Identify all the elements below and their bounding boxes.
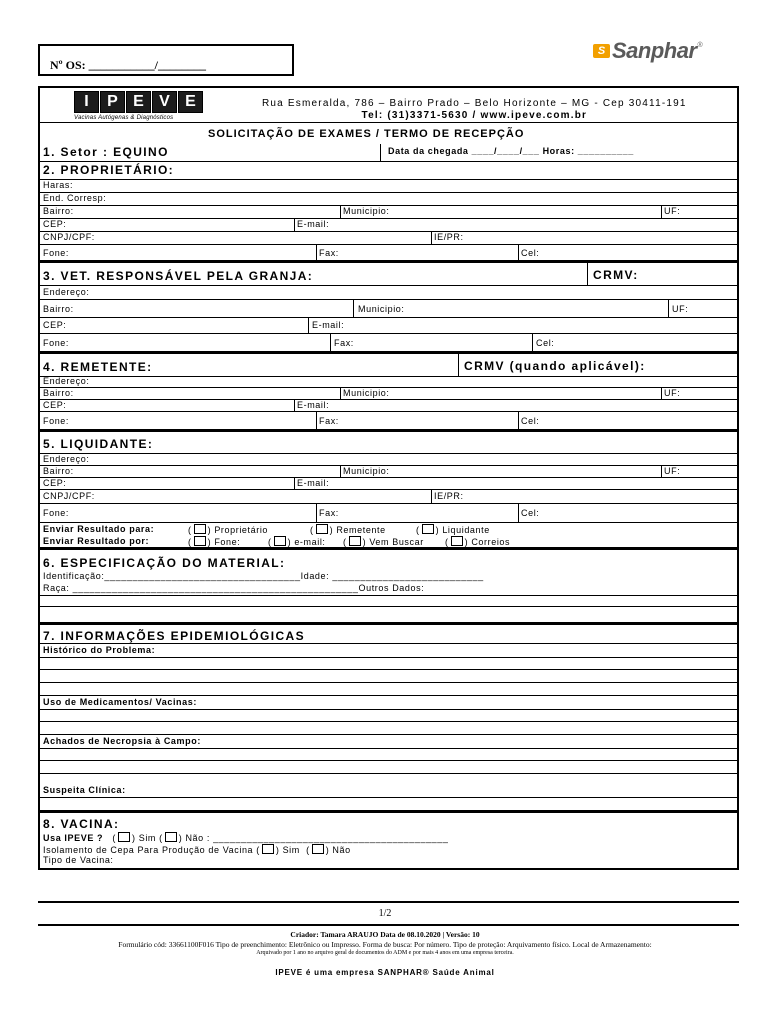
divider — [40, 657, 737, 658]
divider — [661, 387, 662, 399]
divider — [40, 682, 737, 683]
nao-line-field[interactable]: __________________________________________ — [213, 833, 449, 843]
divider — [40, 595, 737, 596]
usa-ipeve-row: Usa IPEVE ? ( ) Sim ( ) Não : __________________________________________ — [43, 833, 449, 843]
achados-label: Achados de Necropsia à Campo: — [43, 736, 201, 746]
option-label: Fone: — [214, 537, 241, 547]
form-info: Formulário cód: 33661100F016 Tipo de preenchimento: Eletrônico ou Impresso. Forma de busca: Por número. Tipo de proteção: Arquivamento físico. Local de Armazenamento: — [118, 940, 652, 949]
divider — [316, 411, 317, 429]
option-vem-buscar[interactable]: ( ) Vem Buscar — [343, 537, 424, 547]
form-title: SOLICITAÇÃO DE EXAMES / TERMO DE RECEPÇÃO — [208, 128, 525, 140]
divider — [40, 773, 737, 774]
page-number: 1/2 — [378, 908, 392, 919]
uf-field[interactable]: UF: — [664, 388, 681, 398]
divider — [431, 489, 432, 503]
divider — [40, 192, 737, 193]
divider — [40, 669, 737, 670]
logo-letter: E — [126, 91, 151, 113]
option-label: Liquidante — [442, 525, 490, 535]
logo-letter: I — [74, 91, 99, 113]
divider — [40, 547, 737, 550]
divider — [40, 748, 737, 749]
checkbox-icon[interactable] — [312, 844, 324, 854]
fax-field[interactable]: Fax: — [334, 338, 354, 348]
crmv-field[interactable]: CRMV (quando aplicável): — [464, 359, 646, 373]
divider — [40, 429, 737, 432]
logo-letter: E — [178, 91, 203, 113]
cel-field[interactable]: Cel: — [521, 508, 540, 518]
divider — [518, 503, 519, 522]
divider — [40, 260, 737, 263]
logo-letter: V — [152, 91, 177, 113]
option-proprietario[interactable]: ( ) Proprietário — [188, 525, 269, 535]
checkbox-icon[interactable] — [274, 536, 286, 546]
section-5-title: 5. LIQUIDANTE: — [43, 437, 154, 451]
contact: Tel: (31)3371-5630 / www.ipeve.com.br — [361, 110, 588, 121]
option-label: Correios — [471, 537, 511, 547]
uso-label: Uso de Medicamentos/ Vacinas: — [43, 697, 197, 707]
divider — [40, 179, 737, 180]
divider — [294, 399, 295, 411]
fone-field[interactable]: Fone: — [43, 248, 70, 258]
email-field[interactable]: E-mail: — [297, 478, 330, 488]
divider — [40, 810, 737, 813]
address-block — [262, 98, 687, 122]
raca-field[interactable]: Raça: ___________________________________________________Outros Dados: — [43, 583, 425, 593]
section-1-title: 1. Setor : EQUINO — [43, 145, 169, 159]
divider — [458, 354, 459, 376]
section-3-title: 3. VET. RESPONSÁVEL PELA GRANJA: — [43, 269, 314, 283]
section-4-title: 4. REMETENTE: — [43, 360, 153, 374]
divider — [431, 231, 432, 244]
section-6-title: 6. ESPECIFICAÇÃO DO MATERIAL: — [43, 556, 286, 570]
endereco-field[interactable]: Endereço: — [43, 287, 90, 297]
creator-info: Criador: Tamara ARAUJO Data de 08.10.2020 | Versão: 10 — [290, 930, 480, 939]
cel-field[interactable]: Cel: — [536, 338, 555, 348]
divider — [40, 606, 737, 607]
section-7-title: 7. INFORMAÇÕES EPIDEMIOLÓGICAS — [43, 629, 306, 643]
option-email[interactable]: ( ) e-mail: — [268, 537, 326, 547]
divider — [668, 299, 669, 317]
divider — [40, 797, 737, 798]
archive-info: Arquivado por 1 ano no arquivo geral de documentos do ADM e por mais 4 anos em uma empresa terceira. — [256, 950, 514, 956]
option-remetente[interactable]: ( ) Remetente — [310, 525, 386, 535]
ie-field[interactable]: IE/PR: — [434, 491, 464, 501]
bairro-field[interactable]: Bairro: — [43, 206, 74, 216]
divider — [587, 263, 588, 285]
os-label: Nº OS: ___________/________ — [50, 58, 206, 72]
request-form — [38, 86, 739, 870]
divider — [40, 522, 737, 523]
divider — [294, 477, 295, 489]
address: Rua Esmeralda, 786 – Bairro Prado – Belo Horizonte – MG - Cep 30411-191 — [262, 98, 687, 109]
checkbox-icon[interactable] — [316, 524, 328, 534]
email-field[interactable]: E-mail: — [297, 400, 330, 410]
suspeita-label: Suspeita Clínica: — [43, 785, 126, 795]
option-label: Vem Buscar — [369, 537, 424, 547]
divider — [40, 411, 737, 412]
email-field[interactable]: E-mail: — [297, 219, 330, 229]
municipio-field[interactable]: Municipio: — [343, 466, 390, 476]
divider — [518, 411, 519, 429]
divider — [340, 387, 341, 399]
option-correios[interactable]: ( ) Correios — [445, 537, 511, 547]
divider — [518, 244, 519, 260]
divider — [661, 205, 662, 218]
divider — [40, 399, 737, 400]
divider — [40, 489, 737, 490]
company-info: IPEVE é uma empresa SANPHAR® Saúde Animal — [275, 968, 495, 977]
divider — [40, 709, 737, 710]
divider — [40, 244, 737, 245]
bairro-field[interactable]: Bairro: — [43, 466, 74, 476]
ie-field[interactable]: IE/PR: — [434, 232, 464, 242]
divider — [40, 643, 737, 644]
divider — [40, 760, 737, 761]
divider — [40, 122, 737, 123]
sim-label: Sim — [138, 833, 157, 843]
divider — [294, 218, 295, 231]
send-to-label: Enviar Resultado para: — [43, 524, 155, 534]
arrival-field[interactable]: Data da chegada ____/____/___ Horas: __________ — [388, 146, 634, 156]
logo-letter: P — [100, 91, 125, 113]
checkbox-icon[interactable] — [118, 832, 130, 842]
email-field[interactable]: E-mail: — [312, 320, 345, 330]
cnpj-field[interactable]: CNPJ/CPF: — [43, 491, 95, 501]
usa-label: Usa IPEVE ? — [43, 833, 104, 843]
divider — [40, 285, 737, 286]
end-corresp-field[interactable]: End. Corresp: — [43, 193, 107, 203]
send-by-label: Enviar Resultado por: — [43, 536, 150, 546]
divider — [40, 161, 737, 162]
checkbox-icon[interactable] — [349, 536, 361, 546]
uf-field[interactable]: UF: — [664, 206, 681, 216]
uf-field[interactable]: UF: — [672, 304, 689, 314]
bairro-field[interactable]: Bairro: — [43, 388, 74, 398]
logo-subtitle: Vacinas Autógenas & Diagnósticos — [74, 115, 174, 121]
identificacao-field[interactable]: Identificação:___________________________________Idade: ___________________________ — [43, 571, 484, 581]
cnpj-field[interactable]: CNPJ/CPF: — [43, 232, 95, 242]
fone-field[interactable]: Fone: — [43, 416, 70, 426]
divider — [40, 376, 737, 377]
checkbox-icon[interactable] — [262, 844, 274, 854]
divider — [40, 477, 737, 478]
fax-field[interactable]: Fax: — [319, 416, 339, 426]
cel-field[interactable]: Cel: — [521, 248, 540, 258]
divider — [330, 333, 331, 351]
option-fone[interactable]: ( ) Fone: — [188, 537, 241, 547]
section-2-title: 2. PROPRIETÁRIO: — [43, 163, 175, 177]
divider — [40, 333, 737, 334]
sim-label: Sim — [282, 845, 300, 855]
divider — [661, 465, 662, 477]
fax-field[interactable]: Fax: — [319, 508, 339, 518]
isolamento-label: Isolamento de Cepa Para Produção de Vacina — [43, 845, 254, 855]
divider — [40, 317, 737, 318]
divider — [40, 503, 737, 504]
endereco-field[interactable]: Endereço: — [43, 454, 90, 464]
divider — [40, 351, 737, 354]
municipio-field[interactable]: Municipio: — [358, 304, 405, 314]
haras-field[interactable]: Haras: — [43, 180, 74, 190]
brand-reg: ® — [697, 42, 703, 49]
divider — [40, 231, 737, 232]
divider — [340, 205, 341, 218]
divider — [380, 144, 381, 161]
divider — [40, 622, 737, 625]
fax-field[interactable]: Fax: — [319, 248, 339, 258]
divider — [40, 734, 737, 735]
cep-field[interactable]: CEP: — [43, 320, 67, 330]
divider — [316, 244, 317, 260]
divider — [40, 721, 737, 722]
divider — [316, 503, 317, 522]
divider — [40, 299, 737, 300]
option-label: Proprietário — [214, 525, 269, 535]
divider — [308, 317, 309, 333]
footer-divider — [38, 924, 739, 926]
section-8-title: 8. VACINA: — [43, 817, 120, 831]
option-label: e-mail: — [294, 537, 326, 547]
cep-field[interactable]: CEP: — [43, 219, 67, 229]
divider — [340, 465, 341, 477]
divider — [40, 695, 737, 696]
divider — [40, 453, 737, 454]
fone-field[interactable]: Fone: — [43, 508, 70, 518]
sanphar-mark-icon: S — [593, 44, 610, 58]
option-liquidante[interactable]: ( ) Liquidante — [416, 525, 490, 535]
bairro-field[interactable]: Bairro: — [43, 304, 74, 314]
cel-field[interactable]: Cel: — [521, 416, 540, 426]
sanphar-logo — [593, 38, 703, 64]
divider — [353, 299, 354, 317]
checkbox-icon[interactable] — [194, 536, 206, 546]
nao-label: Não — [332, 845, 351, 855]
ipeve-logo — [74, 91, 203, 121]
checkbox-icon[interactable] — [422, 524, 434, 534]
option-label: Remetente — [336, 525, 386, 535]
checkbox-icon[interactable] — [165, 832, 177, 842]
fone-field[interactable]: Fone: — [43, 338, 70, 348]
os-number-field[interactable] — [38, 44, 294, 76]
municipio-field[interactable]: Municipio: — [343, 388, 390, 398]
uf-field[interactable]: UF: — [664, 466, 681, 476]
municipio-field[interactable]: Municipio: — [343, 206, 390, 216]
brand-name: Sanphar — [612, 38, 697, 63]
divider — [532, 333, 533, 351]
checkbox-icon[interactable] — [194, 524, 206, 534]
endereco-field[interactable]: Endereço: — [43, 376, 90, 386]
isolamento-row: Isolamento de Cepa Para Produção de Vacina ( ) Sim ( ) Não — [43, 845, 351, 855]
divider — [40, 218, 737, 219]
nao-label: Não : — [185, 833, 210, 843]
footer-divider — [38, 901, 739, 903]
tipo-vacina-field[interactable]: Tipo de Vacina: — [43, 855, 114, 865]
cep-field[interactable]: CEP: — [43, 400, 67, 410]
cep-field[interactable]: CEP: — [43, 478, 67, 488]
crmv-field[interactable]: CRMV: — [593, 268, 639, 282]
checkbox-icon[interactable] — [451, 536, 463, 546]
historico-label: Histórico do Problema: — [43, 645, 156, 655]
